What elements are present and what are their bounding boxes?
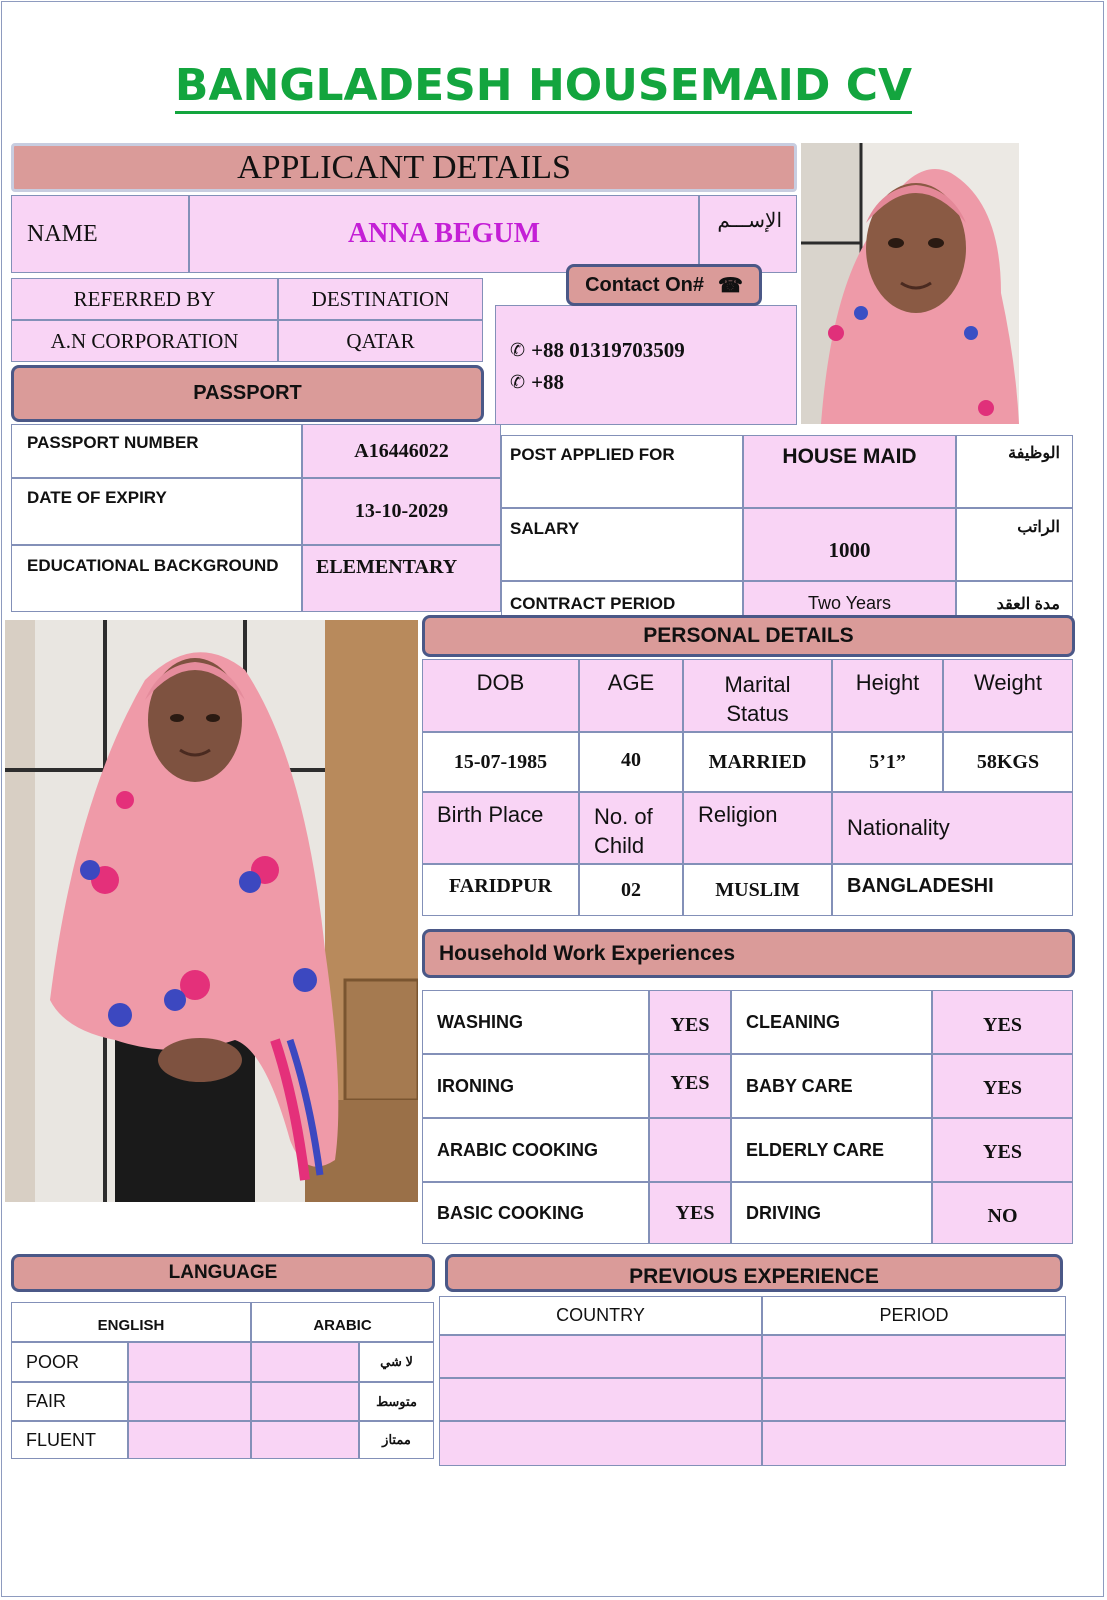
passport-number-value: A16446022 (354, 439, 449, 462)
english-level-cell (128, 1382, 251, 1421)
salary-value-cell (743, 508, 956, 581)
name-label: NAME (27, 220, 98, 247)
household-task-label (731, 1182, 932, 1244)
post-label-cell (501, 435, 743, 508)
household-task-label (422, 1118, 649, 1182)
contact-on-header (566, 264, 762, 306)
previous-country-cell (439, 1378, 762, 1421)
marital-label-line2: Status (726, 701, 789, 726)
portrait-image (801, 143, 1019, 424)
expiry-value: 13-10-2029 (354, 500, 449, 522)
salary-label-cell (501, 508, 743, 581)
name-arabic-cell (699, 195, 797, 273)
household-task-label (731, 990, 932, 1054)
passport-title: PASSPORT (193, 382, 302, 404)
previous-country-cell (439, 1421, 762, 1466)
task-value: YES (670, 1071, 710, 1094)
household-task-label (731, 1054, 932, 1118)
country-label: COUNTRY (556, 1305, 645, 1325)
country-header-cell (439, 1296, 762, 1335)
task-label: ELDERLY CARE (746, 1139, 885, 1160)
birthplace-label: Birth Place (437, 802, 544, 827)
language-level-arabic-text: لا شي (380, 1354, 413, 1369)
arabic-level-cell (251, 1421, 359, 1459)
language-level-text: FAIR (26, 1391, 67, 1411)
nationality-value: BANGLADESHI (847, 875, 994, 897)
period-header-cell (762, 1296, 1066, 1335)
age-label: AGE (607, 670, 655, 695)
religion-label-cell (683, 792, 832, 864)
english-header-cell (11, 1302, 251, 1342)
salary-label: SALARY (510, 519, 580, 538)
household-task-value (932, 1118, 1073, 1182)
children-label-cell (579, 792, 683, 864)
religion-value-cell (683, 864, 832, 916)
contract-period-value: Two Years (807, 593, 892, 613)
contract-arabic-label: مدة العقد (996, 596, 1060, 613)
task-label: BASIC COOKING (437, 1202, 585, 1223)
marital-status-value: MARRIED (708, 750, 807, 773)
age-value: 40 (621, 749, 641, 771)
phone-number-1: +88 01319703509 (531, 338, 685, 362)
task-value: YES (983, 1013, 1022, 1036)
previous-experience-header (445, 1254, 1063, 1292)
task-label: DRIVING (746, 1202, 822, 1223)
english-label: ENGLISH (97, 1316, 165, 1334)
household-task-value (932, 1182, 1073, 1244)
passport-number-label-cell (11, 424, 302, 478)
name-label-cell (11, 195, 189, 273)
applicant-full-body-photo (5, 620, 418, 1202)
applicant-details-header (11, 143, 797, 192)
referred-by-label: REFERRED BY (73, 286, 216, 311)
task-value: YES (983, 1140, 1022, 1163)
language-header (11, 1254, 435, 1292)
destination-label: DESTINATION (311, 286, 450, 311)
religion-value: MUSLIM (715, 878, 800, 901)
contract-arabic-cell (956, 581, 1073, 617)
household-title: Household Work Experiences (439, 941, 736, 965)
task-label: ARABIC COOKING (437, 1139, 598, 1160)
name-arabic-label: الإســـم (717, 210, 782, 232)
referred-by-value-cell (11, 320, 278, 362)
destination-label-cell (278, 278, 483, 320)
contact-label: Contact On# (585, 273, 704, 296)
language-level-text: FLUENT (26, 1429, 97, 1450)
period-label: PERIOD (879, 1305, 949, 1325)
children-value-cell (579, 864, 683, 916)
mobile-icon: ✆ (510, 340, 526, 360)
task-value: NO (987, 1204, 1018, 1227)
household-task-value (932, 1054, 1073, 1118)
previous-period-cell (762, 1335, 1066, 1378)
household-task-value (932, 990, 1073, 1054)
language-level-text: POOR (26, 1351, 80, 1372)
language-level-arabic-text: متوسط (376, 1393, 417, 1409)
applicant-name: ANNA BEGUM (347, 218, 541, 249)
arabic-level-cell (251, 1382, 359, 1421)
children-label-line1: No. of (594, 804, 653, 829)
height-value-cell (832, 732, 943, 792)
contract-period-label: CONTRACT PERIOD (510, 594, 676, 613)
marital-value-cell (683, 732, 832, 792)
post-applied-label: POST APPLIED FOR (510, 445, 675, 464)
phone-icon: ☎ (717, 274, 743, 297)
salary-arabic-label: الراتب (1017, 519, 1060, 536)
household-task-label (422, 1182, 649, 1244)
dob-label-cell (422, 659, 579, 732)
household-task-label (422, 1054, 649, 1118)
language-level-label (11, 1421, 128, 1459)
marital-label-line1: Marital (724, 672, 791, 697)
expiry-value-cell (302, 478, 501, 545)
page-title (0, 60, 1087, 111)
task-value: YES (675, 1201, 715, 1224)
household-task-value (649, 1054, 731, 1118)
education-value: ELEMENTARY (316, 556, 458, 578)
arabic-label: ARABIC (313, 1316, 372, 1334)
task-value: YES (983, 1076, 1022, 1099)
language-level-arabic (359, 1421, 434, 1459)
expiry-label-cell (11, 478, 302, 545)
dob-value-cell (422, 732, 579, 792)
phone-number-2: +88 (531, 370, 565, 394)
language-title: LANGUAGE (168, 1262, 278, 1283)
household-task-label (422, 990, 649, 1054)
previous-experience-title: PREVIOUS EXPERIENCE (629, 1265, 879, 1288)
marital-label-cell (683, 659, 832, 732)
destination-value: QATAR (346, 328, 415, 353)
household-task-value (649, 990, 731, 1054)
previous-period-cell (762, 1421, 1066, 1466)
name-value-cell (189, 195, 699, 273)
children-label-line2: Child (594, 833, 645, 858)
birthplace-value-cell (422, 864, 579, 916)
height-value: 5’1” (869, 750, 906, 773)
personal-details-header (422, 615, 1075, 657)
task-value: YES (670, 1013, 710, 1036)
household-task-label (731, 1118, 932, 1182)
contact-phone-2 (510, 370, 564, 395)
english-level-cell (128, 1342, 251, 1382)
children-value: 02 (621, 878, 641, 901)
weight-value-cell (943, 732, 1073, 792)
weight-value: 58KGS (976, 750, 1040, 773)
personal-details-title: PERSONAL DETAILS (643, 624, 854, 647)
referred-by-label-cell (11, 278, 278, 320)
household-header (422, 929, 1075, 978)
nationality-label: Nationality (847, 815, 950, 840)
applicant-portrait-photo (801, 143, 1019, 424)
nationality-value-cell (832, 864, 1073, 916)
weight-label-cell (943, 659, 1073, 732)
religion-label: Religion (698, 802, 778, 827)
task-label: IRONING (437, 1075, 515, 1096)
post-arabic-label: الوظيفة (1008, 445, 1060, 462)
previous-country-cell (439, 1335, 762, 1378)
contact-phone-1 (510, 338, 685, 363)
passport-number-value-cell (302, 424, 501, 478)
language-level-arabic (359, 1382, 434, 1421)
contract-value-cell (743, 581, 956, 617)
task-label: WASHING (437, 1011, 524, 1032)
salary-value: 1000 (828, 538, 871, 562)
contact-box (495, 305, 797, 425)
arabic-level-cell (251, 1342, 359, 1382)
household-task-value (649, 1118, 731, 1182)
english-level-cell (128, 1421, 251, 1459)
dob-label: DOB (476, 670, 525, 695)
height-label: Height (855, 670, 920, 695)
previous-period-cell (762, 1378, 1066, 1421)
weight-label: Weight (973, 670, 1043, 695)
task-label: CLEANING (746, 1011, 840, 1032)
expiry-label: DATE OF EXPIRY (27, 488, 167, 507)
mobile-icon: ✆ (510, 372, 526, 392)
applicant-details-title: APPLICANT DETAILS (237, 148, 571, 186)
passport-number-label: PASSPORT NUMBER (27, 433, 199, 452)
referred-by-value: A.N CORPORATION (50, 328, 239, 353)
birthplace-value: FARIDPUR (449, 875, 552, 897)
passport-header (11, 365, 484, 422)
age-value-cell (579, 732, 683, 792)
salary-arabic-cell (956, 508, 1073, 581)
education-label-cell (11, 545, 302, 612)
contract-label-cell (501, 581, 743, 617)
household-task-value (649, 1182, 731, 1244)
task-label: BABY CARE (746, 1075, 853, 1096)
full-body-image (5, 620, 418, 1202)
dob-value: 15-07-1985 (453, 750, 548, 773)
arabic-header-cell (251, 1302, 434, 1342)
post-value-cell (743, 435, 956, 508)
nationality-label-cell (832, 792, 1073, 864)
post-arabic-cell (956, 435, 1073, 508)
language-level-arabic (359, 1342, 434, 1382)
education-value-cell (302, 545, 501, 612)
title-text: BANGLADESH HOUSEMAID CV (175, 60, 912, 114)
height-label-cell (832, 659, 943, 732)
education-label: EDUCATIONAL BACKGROUND (27, 556, 279, 575)
language-level-label (11, 1382, 128, 1421)
language-level-arabic-text: ممتاز (382, 1432, 411, 1447)
age-label-cell (579, 659, 683, 732)
post-applied-value: HOUSE MAID (782, 445, 917, 468)
birthplace-label-cell (422, 792, 579, 864)
language-level-label (11, 1342, 128, 1382)
destination-value-cell (278, 320, 483, 362)
